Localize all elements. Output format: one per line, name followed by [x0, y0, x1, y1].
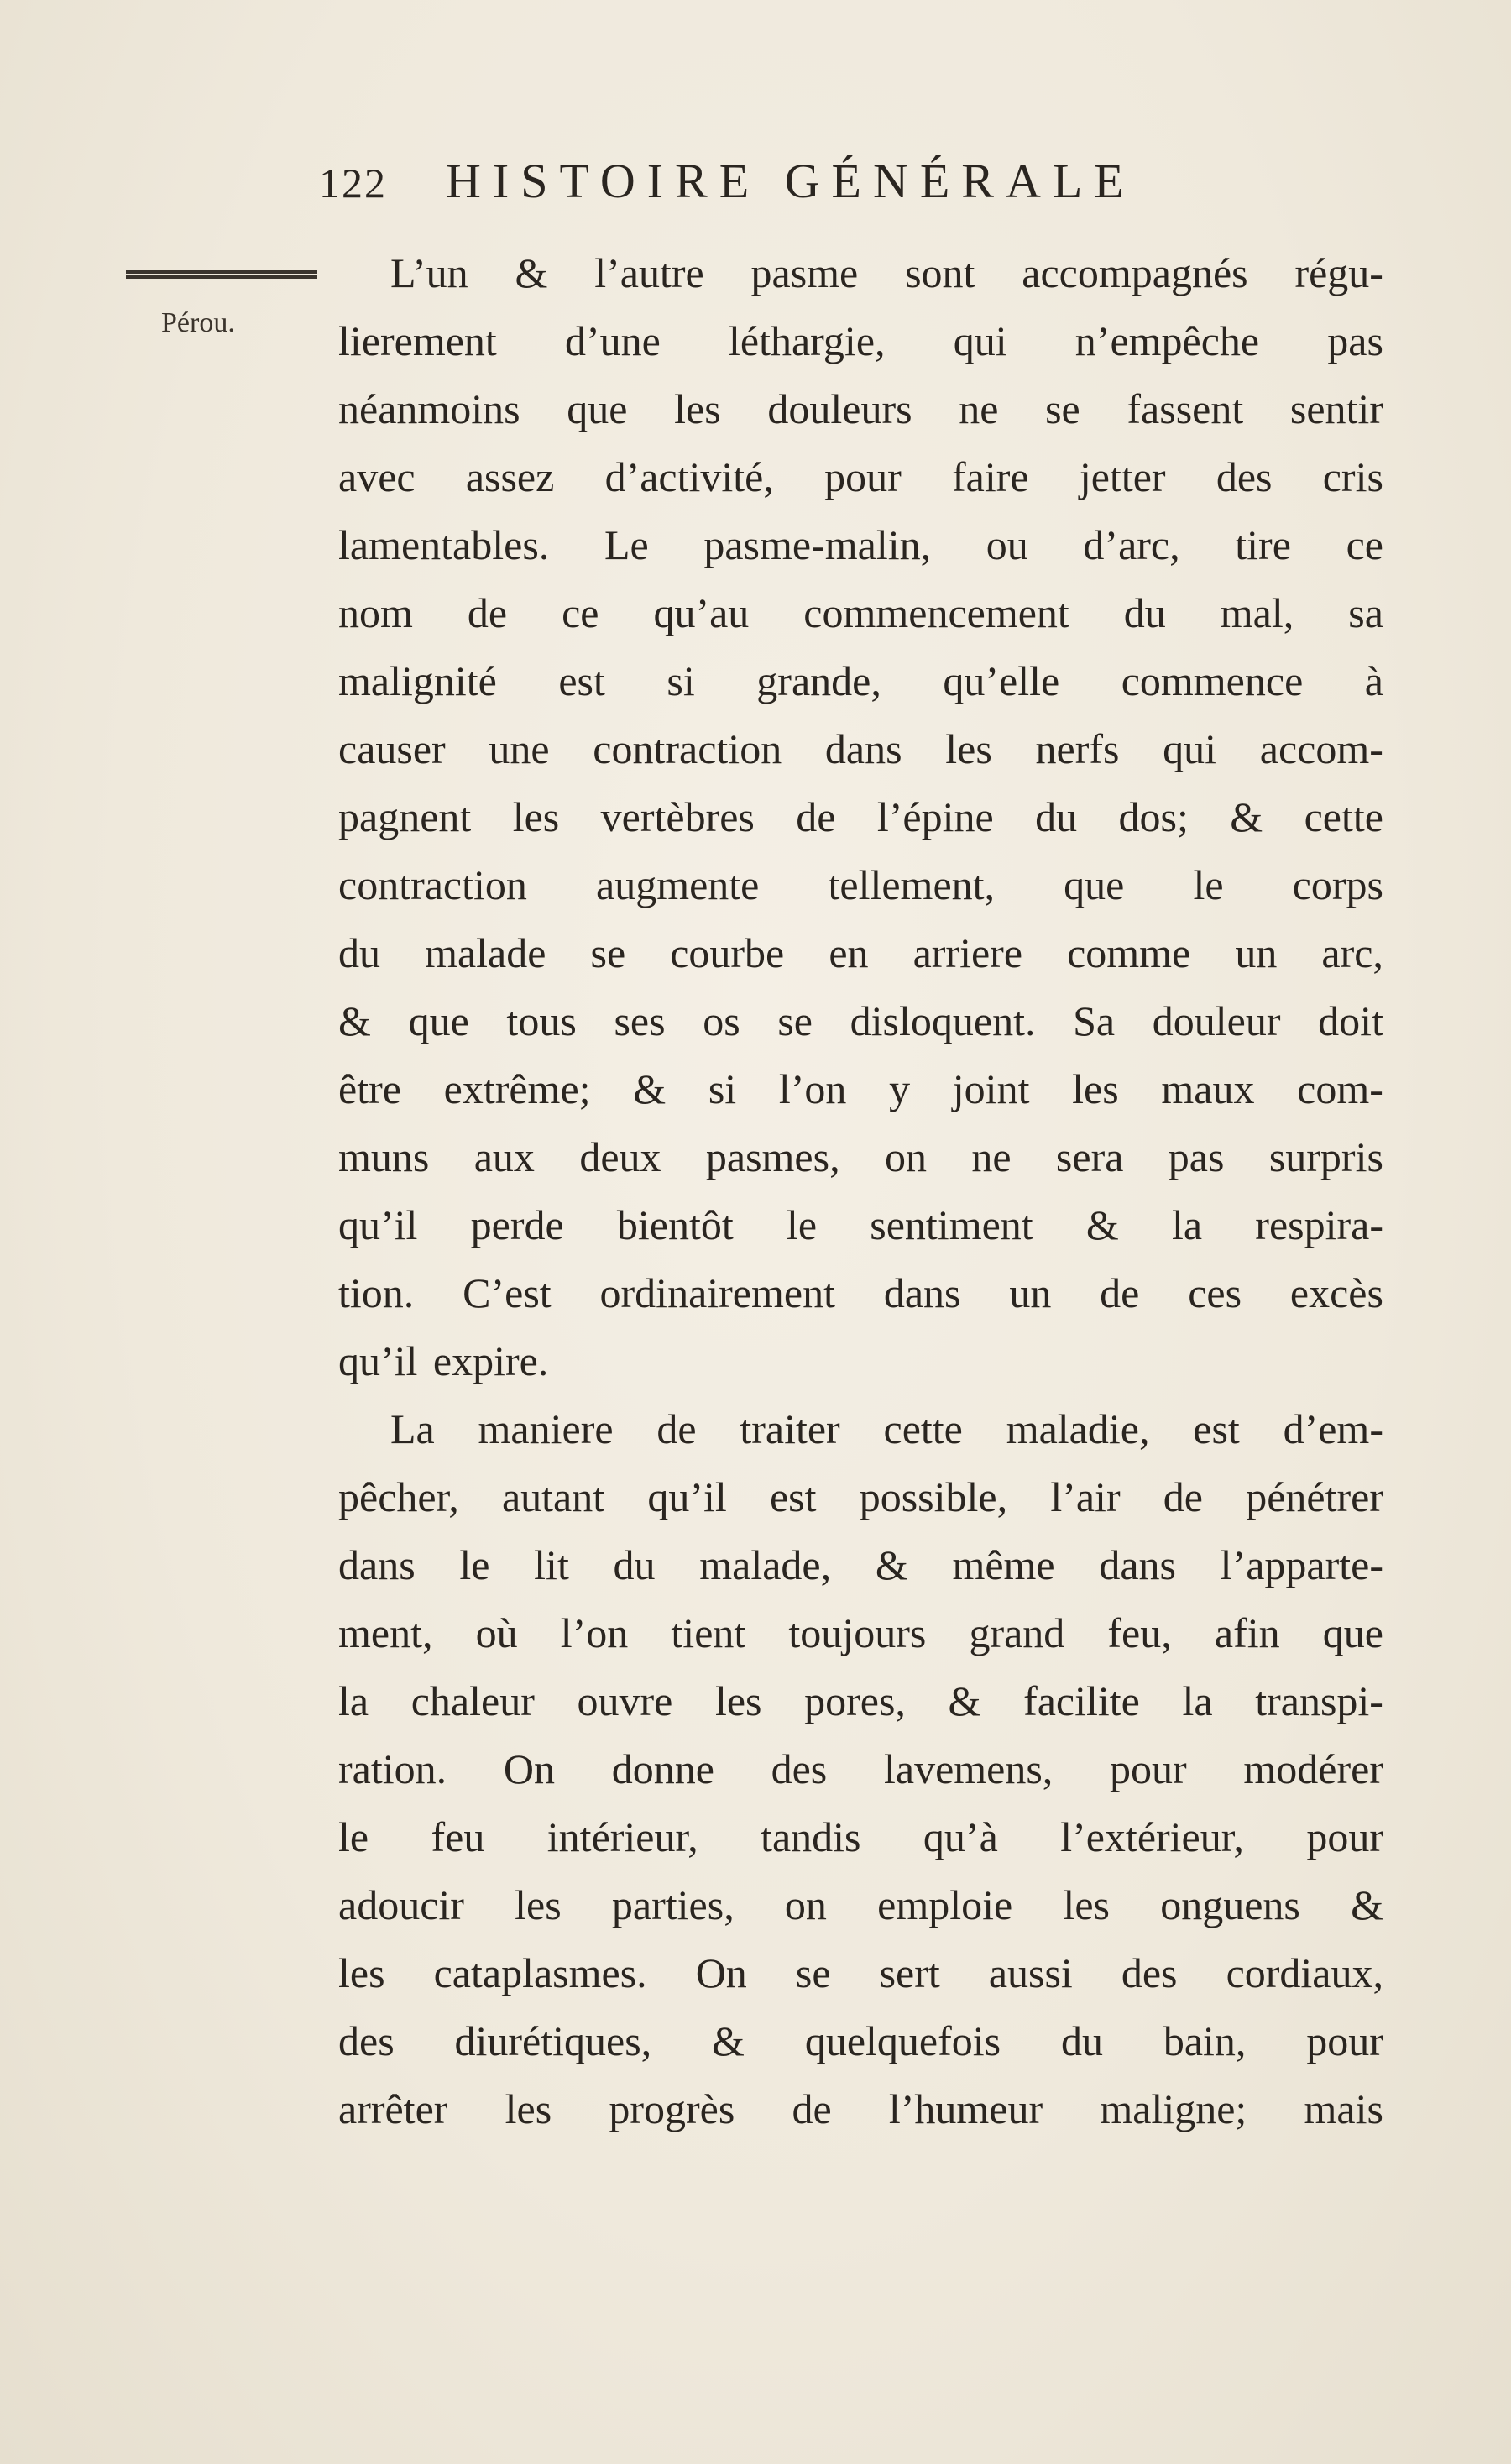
text-line: le feu intérieur, tandis qu’à l’extérieur, pour [338, 1813, 1383, 1860]
text-line: nom de ce qu’au commencement du mal, sa [338, 589, 1383, 636]
text-line: tion. C’est ordinairement dans un de ces excès [338, 1269, 1383, 1316]
text-line: lamentables. Le pasme-malin, ou d’arc, tire ce [338, 521, 1383, 568]
text-line: néanmoins que les douleurs ne se fassent sentir [338, 385, 1383, 432]
margin-note: Pérou. [161, 307, 235, 338]
text-line: pêcher, autant qu’il est possible, l’air de pénétrer [338, 1473, 1383, 1520]
text-line: ration. On donne des lavemens, pour modérer [338, 1745, 1383, 1792]
text-line: malignité est si grande, qu’elle commence à [338, 657, 1383, 704]
page-header [319, 153, 1385, 228]
text-line: des diurétiques, & quelquefois du bain, pour [338, 2017, 1383, 2064]
page-number: 122 [319, 160, 387, 207]
text-line: qu’il perde bientôt le sentiment & la respira- [338, 1201, 1383, 1248]
text-line: ment, où l’on tient toujours grand feu, afin que [338, 1609, 1383, 1656]
text-line: causer une contraction dans les nerfs qui accom- [338, 725, 1383, 772]
text-line: les cataplasmes. On se sert aussi des cordiaux, [338, 1949, 1383, 1996]
text-line: avec assez d’activité, pour faire jetter des cris [338, 453, 1383, 500]
text-line: être extrême; & si l’on y joint les maux com- [338, 1065, 1383, 1112]
margin-rule [126, 270, 317, 279]
body-text [338, 239, 1383, 2143]
text-line: contraction augmente tellement, que le corps [338, 861, 1383, 908]
text-line: adoucir les parties, on emploie les onguens & [338, 1881, 1383, 1928]
text-line: dans le lit du malade, & même dans l’apparte- [338, 1541, 1383, 1588]
text-line: arrêter les progrès de l’humeur maligne; mais [338, 2085, 1383, 2132]
text-line: & que tous ses os se disloquent. Sa douleur doit [338, 997, 1383, 1044]
text-line: lierement d’une léthargie, qui n’empêche pas [338, 317, 1383, 364]
text-line: muns aux deux pasmes, on ne sera pas surpris [338, 1133, 1383, 1180]
text-line: pagnent les vertèbres de l’épine du dos; & cette [338, 793, 1383, 840]
text-line: du malade se courbe en arriere comme un arc, [338, 929, 1383, 976]
text-line: L’un & l’autre pasme sont accompagnés régu- [390, 249, 1383, 296]
text-line: qu’il expire. [338, 1337, 549, 1384]
text-line: La maniere de traiter cette maladie, est d’em- [390, 1405, 1383, 1452]
running-title: HISTOIRE GÉNÉRALE [446, 154, 1136, 208]
text-line: la chaleur ouvre les pores, & facilite la transpi- [338, 1677, 1383, 1724]
